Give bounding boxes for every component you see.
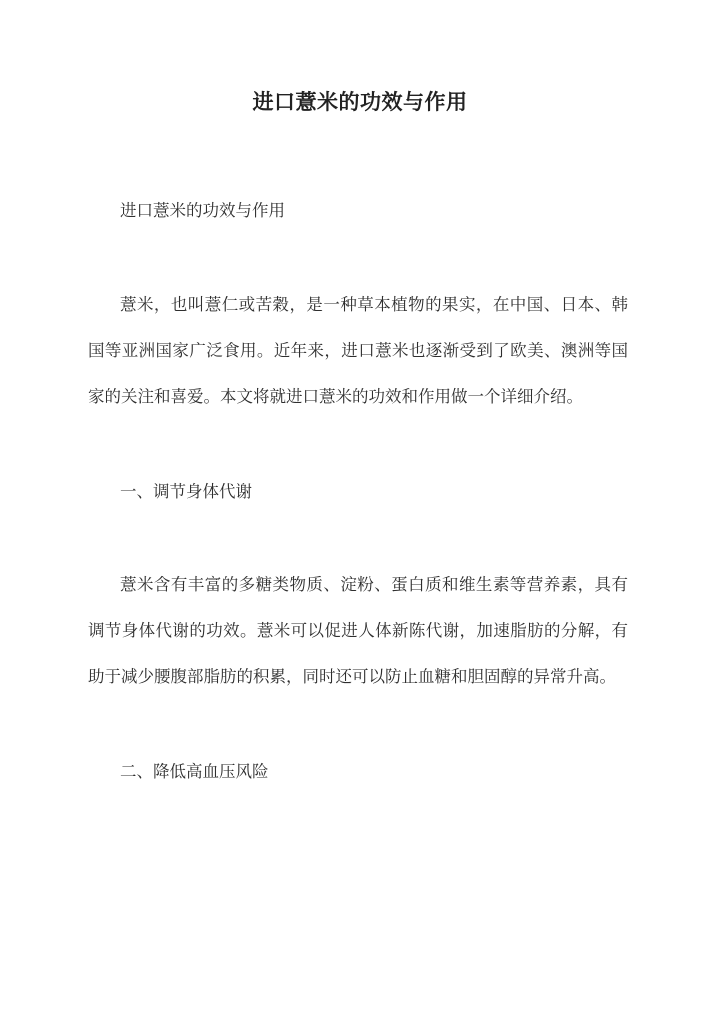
- section-heading-2: 二、降低高血压风险: [120, 762, 269, 781]
- intro-line-1: 薏米，也叫薏仁或苦穀，是一种草本植物的果实，在中国、日本、韩: [120, 295, 628, 314]
- section1-line-2: 调节身体代谢的功效。薏米可以促进人体新陈代谢，加速脂肪的分解，有: [88, 621, 628, 640]
- intro-line-3: 家的关注和喜爱。本文将就进口薏米的功效和作用做一个详细介绍。: [88, 387, 583, 406]
- subtitle: 进口薏米的功效与作用: [120, 201, 285, 220]
- section-heading-1: 一、调节身体代谢: [120, 482, 252, 501]
- section1-line-3: 助于减少腰腹部脂肪的积累，同时还可以防止血糖和胆固醇的异常升高。: [88, 667, 616, 686]
- intro-line-2: 国等亚洲国家广泛食用。近年来，进口薏米也逐渐受到了欧美、澳洲等国: [88, 341, 628, 360]
- section1-line-1: 薏米含有丰富的多糖类物质、淀粉、蛋白质和维生素等营养素，具有: [120, 575, 628, 594]
- document-title: 进口薏米的功效与作用: [252, 89, 468, 114]
